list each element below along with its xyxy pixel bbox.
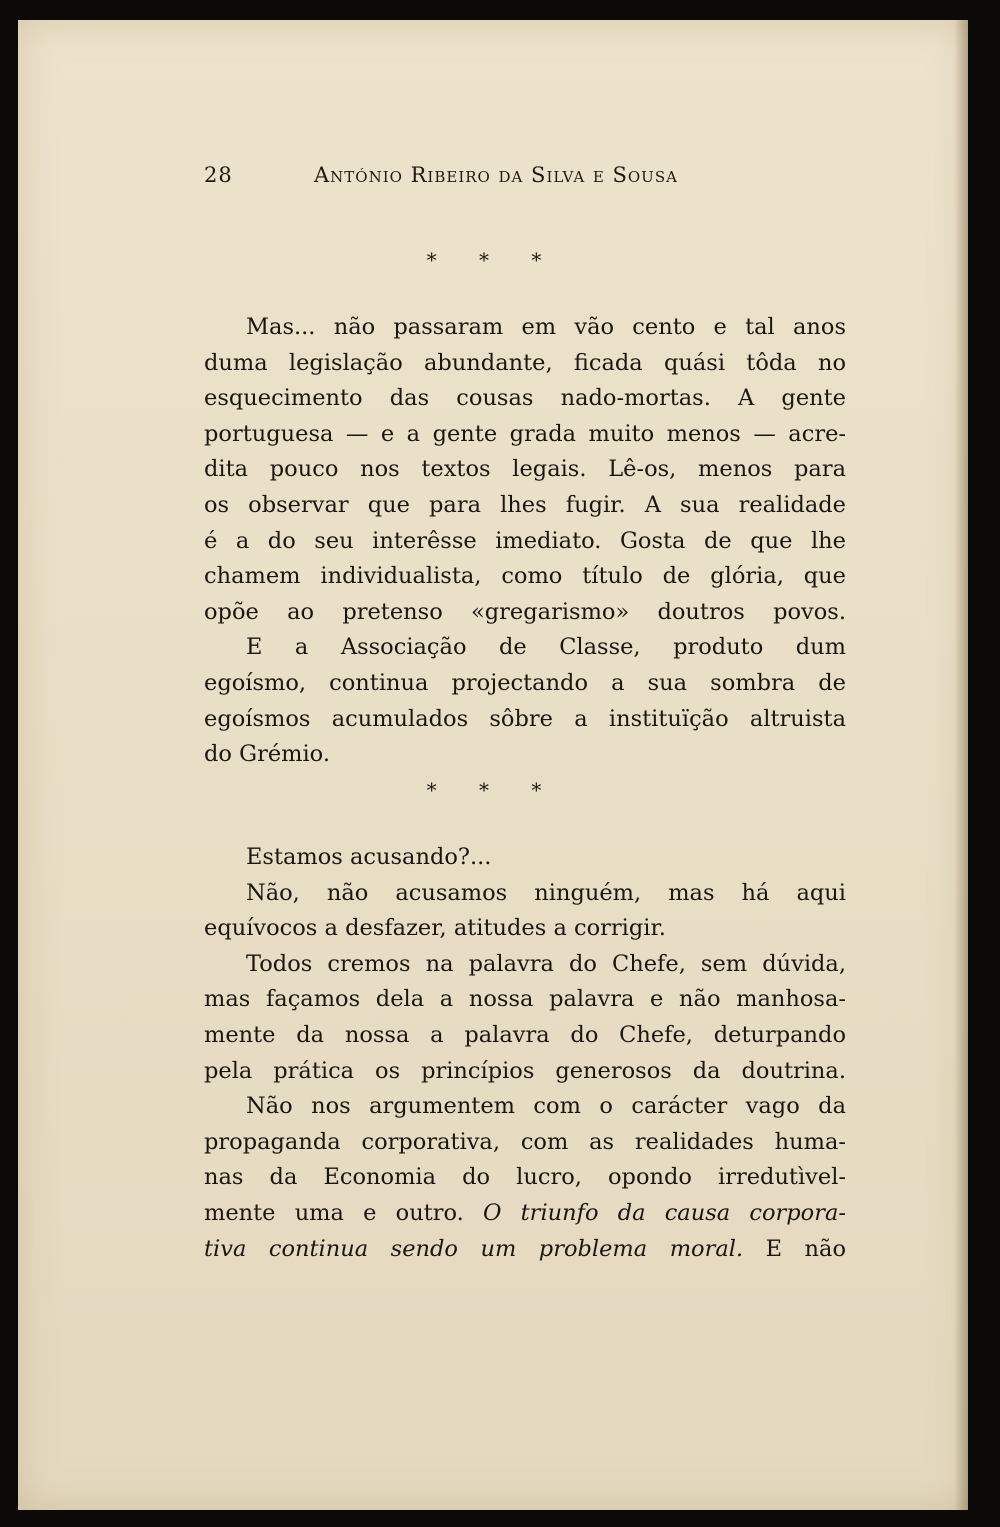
body-text-block-2 [204, 840, 846, 1267]
italic-segment: O triunfo da causa corpora- [483, 1199, 846, 1226]
text-line: esquecimento das cousas nado-mortas. A gente [204, 385, 846, 412]
text-line: chamem individualista, como título de glória, que [204, 563, 846, 590]
text-line: pela prática os princípios generosos da doutrina. [204, 1057, 846, 1084]
text-line: Não nos argumentem com o carácter vago da [246, 1093, 846, 1120]
text-line: os observar que para lhes fugir. A sua realidade [204, 491, 846, 518]
text-line: opõe ao pretenso «gregarismo» doutros povos. [204, 598, 846, 625]
text-line: dita pouco nos textos legais. Lê-os, menos para [204, 456, 846, 483]
text-line: Mas... não passaram em vão cento e tal anos [246, 314, 846, 340]
text-line: duma legislação abundante, ficada quási tôda no [204, 349, 846, 376]
text-line: Todos cremos na palavra do Chefe, sem dúvida, [246, 950, 846, 977]
text-line: E a Associação de Classe, produto dum [246, 634, 846, 661]
text-line: egoísmos acumulados sôbre a instituïção altruista [204, 705, 846, 732]
text-line: propaganda corporativa, com as realidades huma- [204, 1128, 846, 1155]
text-line: do Grémio. [204, 741, 330, 768]
page-edge-shadow [954, 20, 968, 1510]
text-line: equívocos a desfazer, atitudes a corrigir. [204, 915, 666, 942]
book-page [18, 20, 968, 1510]
text-line: Não, não acusamos ninguém, mas há aqui [246, 879, 846, 906]
body-text-block-1 [204, 310, 846, 773]
text-line: nas da Economia do lucro, opondo irredutìvel- [204, 1164, 846, 1191]
text-line-mixed [204, 1196, 846, 1232]
text-line: egoísmo, continua projectando a sua sombra de [204, 669, 846, 696]
running-header [204, 163, 764, 203]
section-divider: * * * [426, 778, 560, 802]
text-line: é a do seu interêsse imediato. Gosta de que lhe [204, 527, 846, 554]
page-number: 28 [204, 163, 233, 187]
text-line-mixed [204, 1232, 846, 1268]
text-segment: mente uma e outro. [204, 1199, 464, 1226]
text-line: portuguesa — e a gente grada muito menos — acre- [204, 420, 846, 447]
text-line: mente da nossa a palavra do Chefe, deturpando [204, 1021, 846, 1048]
italic-segment: tiva continua sendo um problema moral. [204, 1235, 744, 1262]
text-segment: E não [765, 1235, 846, 1262]
running-title: António Ribeiro da Silva e Sousa [314, 163, 678, 187]
text-line: Estamos acusando?... [246, 844, 492, 870]
text-line: mas façamos dela a nossa palavra e não manhosa- [204, 986, 846, 1013]
section-divider: * * * [426, 248, 560, 272]
